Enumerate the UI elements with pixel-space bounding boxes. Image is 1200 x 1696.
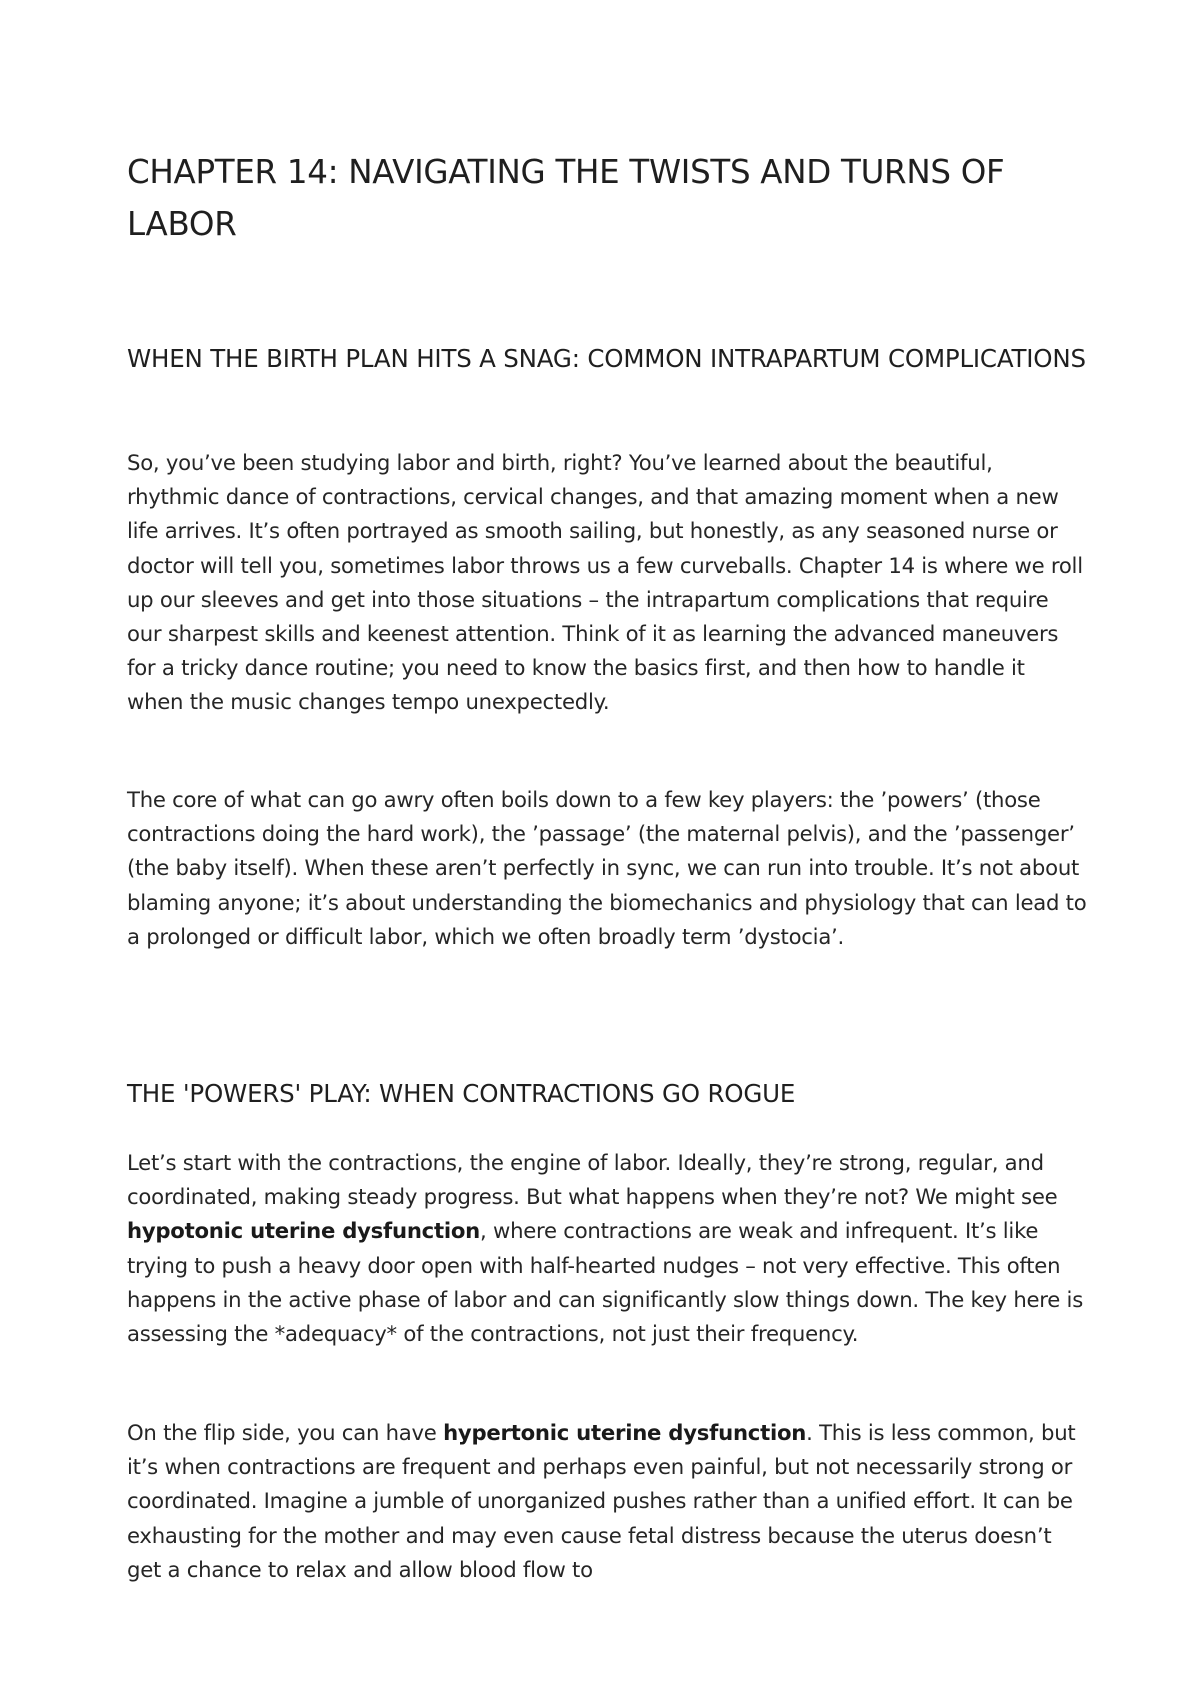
paragraph-hypotonic-rest: , where contractions are weak and infrequent. It’s like trying to push a heavy door open with half-hearted nudges – not very effective. This often happens in the active phase of labor and can significantly slow things down. The key here is assessing the *adequacy* of the contractions, not just their frequency. bbox=[127, 1218, 1083, 1347]
paragraph-hypotonic-lead: Let’s start with the contractions, the engine of labor. Ideally, they’re strong, regular, and coordinated, making steady progress. But what happens when they’re not? We might see bbox=[127, 1150, 1058, 1210]
term-hypertonic-uterine-dysfunction: hypertonic uterine dysfunction bbox=[443, 1420, 807, 1445]
section-heading-powers: THE 'POWERS' PLAY: WHEN CONTRACTIONS GO ROGUE bbox=[127, 1079, 796, 1108]
paragraph-hypotonic bbox=[127, 1146, 1087, 1351]
term-hypotonic-uterine-dysfunction: hypotonic uterine dysfunction bbox=[127, 1218, 481, 1244]
paragraph-hypertonic-rest: . This is less common, but it’s when contractions are frequent and perhaps even painful, but not necessarily strong or coordinated. Imagine a jumble of unorganized pushes rather than a unified effort. It can be exhausting for the mother and may even cause fetal distress because the uterus doesn’t get a chance to relax and allow blood flow to bbox=[127, 1420, 1076, 1582]
paragraph-intro: So, you’ve been studying labor and birth, right? You’ve learned about the beautiful, rhythmic dance of contractions, cervical changes, and that amazing moment when a new life arrives. It’s often portrayed as smooth sailing, but honestly, as any seasoned nurse or doctor will tell you, sometimes labor throws us a few curveballs. Chapter 14 is where we roll up our sleeves and get into those situations – the intrapartum complications that require our sharpest skills and keenest attention. Think of it as learning the advanced maneuvers for a tricky dance routine; you need to know the basics first, and then how to handle it when the music changes tempo unexpectedly. bbox=[127, 450, 1083, 715]
chapter-title: CHAPTER 14: NAVIGATING THE TWISTS AND TURNS OF LABOR bbox=[127, 153, 1005, 243]
section-heading-birth-plan: WHEN THE BIRTH PLAN HITS A SNAG: COMMON INTRAPARTUM COMPLICATIONS bbox=[127, 344, 1086, 373]
paragraph-hypertonic bbox=[127, 1416, 1087, 1587]
paragraph-hypertonic-lead: On the flip side, you can have bbox=[127, 1420, 444, 1445]
paragraph-core-players: The core of what can go awry often boils down to a few key players: the ’powers’ (those contractions doing the hard work), the ’passage’ (the maternal pelvis), and the ’passenger’ (the baby itself). When these aren’t perfectly in sync, we can run into trouble. It’s not about blaming anyone; it’s about understanding the biomechanics and physiology that can lead to a prolonged or difficult labor, which we often broadly term ’dystocia’. bbox=[127, 787, 1087, 949]
